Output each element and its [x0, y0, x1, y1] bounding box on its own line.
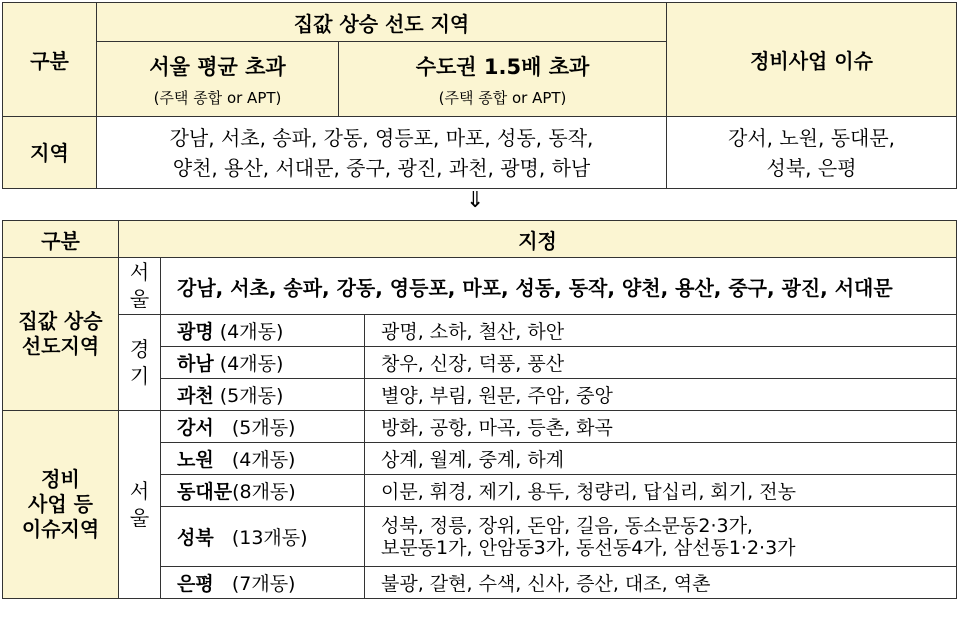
city-name-cell: 과천 (5개동): [161, 379, 365, 411]
dong-list: 불광, 갈현, 수색, 신사, 증산, 대조, 역촌: [365, 567, 957, 599]
district-name-cell: 동대문(8개동): [161, 475, 365, 507]
price-lead-group-label: 집값 상승 선도지역: [3, 258, 119, 411]
dong-list: 이문, 휘경, 제기, 용두, 청량리, 답십리, 회기, 전농: [365, 475, 957, 507]
district-name-cell: 강서 (5개동): [161, 411, 365, 443]
district-name-cell: 성북 (13개동): [161, 507, 365, 567]
seoul-label: 서 울: [119, 258, 161, 315]
seoul-label: 서 울: [119, 411, 161, 599]
designation-table: [2, 220, 957, 599]
dong-list: 방화, 공항, 마곡, 등촌, 화곡: [365, 411, 957, 443]
category-header: 구분: [3, 3, 97, 117]
issue-group-label: 정비 사업 등 이슈지역: [3, 411, 119, 599]
region-row-label: 지역: [3, 117, 97, 189]
district-name-cell: 은평 (7개동): [161, 567, 365, 599]
issue-line: 강서, 노원, 동대문,: [728, 125, 896, 150]
leading-regions-table: [2, 2, 957, 189]
price-lead-header: 집값 상승 선도 지역: [97, 3, 667, 42]
capital-area-title: 수도권 1.5배 초과: [415, 54, 590, 79]
regions-line: 양천, 용산, 서대문, 중구, 광진, 과천, 광명, 하남: [172, 155, 591, 180]
down-arrow-icon: ⇓: [466, 188, 485, 213]
redevelopment-issue-header: 정비사업 이슈: [667, 3, 957, 117]
seoul-designated-list: 강남, 서초, 송파, 강동, 영등포, 마포, 성동, 동작, 양천, 용산, 중구, 광진, 서대문: [161, 258, 957, 315]
capital-area-note: (주택 종합 or APT): [438, 88, 567, 107]
dong-list: 상계, 월계, 중계, 하계: [365, 443, 957, 475]
leading-regions-list: [97, 117, 667, 189]
seoul-avg-title: 서울 평균 초과: [149, 54, 286, 79]
capital-area-exceed-header: [339, 42, 667, 117]
designation-header: 지정: [119, 221, 957, 258]
regions-line: 강남, 서초, 송파, 강동, 영등포, 마포, 성동, 동작,: [169, 125, 594, 150]
dong-list: 별양, 부림, 원문, 주암, 중앙: [365, 379, 957, 411]
gyeonggi-label: 경 기: [119, 315, 161, 411]
dong-list: 창우, 신장, 덕풍, 풍산: [365, 347, 957, 379]
issue-regions-list: [667, 117, 957, 189]
issue-line: 성북, 은평: [766, 155, 857, 180]
seoul-avg-exceed-header: [97, 42, 339, 117]
category-header: 구분: [3, 221, 119, 258]
seoul-avg-note: (주택 종합 or APT): [153, 88, 282, 107]
city-name-cell: 광명 (4개동): [161, 315, 365, 347]
dong-list: 성북, 정릉, 장위, 돈암, 길음, 동소문동2·3가, 보문동1가, 안암동3가, 동선동4가, 삼선동1·2·3가: [365, 507, 957, 567]
city-name-cell: 하남 (4개동): [161, 347, 365, 379]
district-name-cell: 노원 (4개동): [161, 443, 365, 475]
dong-list: 광명, 소하, 철산, 하안: [365, 315, 957, 347]
